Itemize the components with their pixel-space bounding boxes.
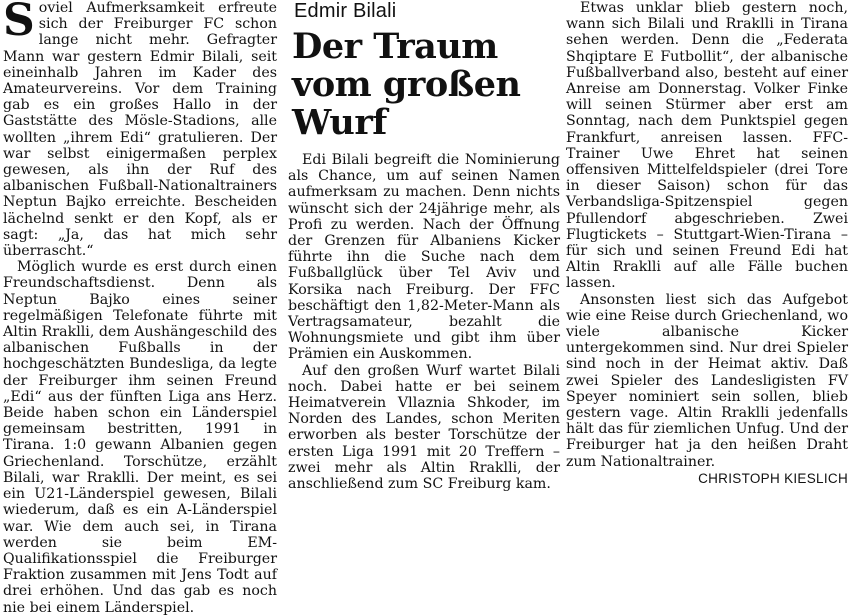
headline: Der Traum vom großen Wurf bbox=[292, 26, 521, 143]
paragraph-4: Auf den großen Wurf wartet Bilali noch. Dabei hatte er bei seinem Heimatverein Vllaznia Shkoder, im Norden des Landes, schon Meriten erworben als bester Torschütze der ersten Liga 1991 mit 20 Treffern – zwei mehr als Altin Rraklli, der anschließend zum SC Freiburg kam. bbox=[288, 362, 560, 493]
paragraph-1-text: oviel Aufmerksamkeit erfreute sich der Freiburger FC schon lange nicht mehr. Gefragter Mann war gestern Edmir Bilali, seit eineinhalb Jahren im Kader des Amateurvereins. Vor dem Training gab es ein großes Hallo in der Gaststätte des Mösle-Stadions, alle wollten „ihrem Edi“ gratulieren. Der war selbst einigermaßen perplex gewesen, als ihn der Ruf des albanischen Fußball-Nationaltrainers Neptun Bajko erreichte. Bescheiden lächelnd senkt er den Kopf, als er sagt: „Ja, das hat mich sehr überrascht.“ bbox=[3, 0, 277, 260]
column-1 bbox=[3, 0, 277, 616]
paragraph-2: Möglich wurde es erst durch einen Freundschaftsdienst. Denn als Neptun Bajko eines seiner regelmäßigen Telefonate führte mit Altin Rraklli, dem Aushängeschild des albanischen Fußballs in der hochgeschätzten Bundesliga, da legte der Freiburger ihm seinen Freund „Edi“ aus der fünften Liga ans Herz. Beide haben schon ein Länderspiel gemeinsam bestritten, 1991 in Tirana. 1:0 gewann Albanien gegen Griechenland. Torschütze, erzählt Bilali, war Rraklli. Der meint, es sei ein U21-Länderspiel gewesen, Bilali wiederum, daß es ein A-Länderspiel war. Wie dem auch sei, in Tirana werden sie beim EM-Qualifikationsspiel die Freiburger Fraktion zusammen mit Jens Todt auf drei erhöhen. Und das gab es noch nie bei einem Länderspiel. bbox=[3, 259, 277, 616]
paragraph-3: Edi Bilali begreift die Nominierung als Chance, um auf seinen Namen aufmerksam zu machen. Denn nichts wünscht sich der 24jährige mehr, als Profi zu werden. Nach der Öffnung der Grenzen für Albaniens Kicker führte ihn die Suche nach dem Fußballglück über Tel Aviv und Korsika nach Freiburg. Der FFC beschäftigt den 1,82-Meter-Mann als Vertragsamateur, bezahlt die Wohnungsmiete und gibt ihm über Prämien ein Auskommen. bbox=[288, 152, 560, 363]
column-2 bbox=[288, 0, 560, 492]
headline-block bbox=[288, 0, 560, 152]
paragraph-6: Ansonsten liest sich das Aufgebot wie eine Reise durch Griechenland, wo viele albanische Kicker untergekommen sind. Nur drei Spieler sind noch in der Heimat aktiv. Daß zwei Spieler des Landesligisten FV Speyer nominiert sein sollen, blieb gestern vage. Altin Rraklli jedenfalls hält das für ziemlichen Unfug. Und der Freiburger hat ja den heißen Draht zum Nationaltrainer. bbox=[566, 291, 848, 470]
paragraph-1 bbox=[3, 0, 277, 259]
paragraph-5: Etwas unklar blieb gestern noch, wann sich Bilali und Rraklli in Tirana sehen werden. Denn die „Federata Shqiptare E Futbollit“, der albanische Fußballverband also, besteht auf einer Anreise am Donnerstag. Volker Finke will seinen Stürmer aber erst am Sonntag, nach dem Punktspiel gegen Frankfurt, anreisen lassen. FFC-Trainer Uwe Ehret hat seinen offensiven Mittelfeldspieler (drei Tore in dieser Saison) schon für das Verbandsliga-Spitzenspiel gegen Pfullendorf abgeschrieben. Zwei Flugtickets – Stuttgart-Wien-Tirana – für sich und seinen Freund Edi hat Altin Rraklli auf alle Fälle buchen lassen. bbox=[566, 0, 848, 292]
kicker: Edmir Bilali bbox=[294, 0, 397, 22]
drop-cap: S bbox=[3, 0, 35, 46]
byline: CHRISTOPH KIESLICH bbox=[698, 470, 848, 486]
column-3 bbox=[566, 0, 848, 487]
